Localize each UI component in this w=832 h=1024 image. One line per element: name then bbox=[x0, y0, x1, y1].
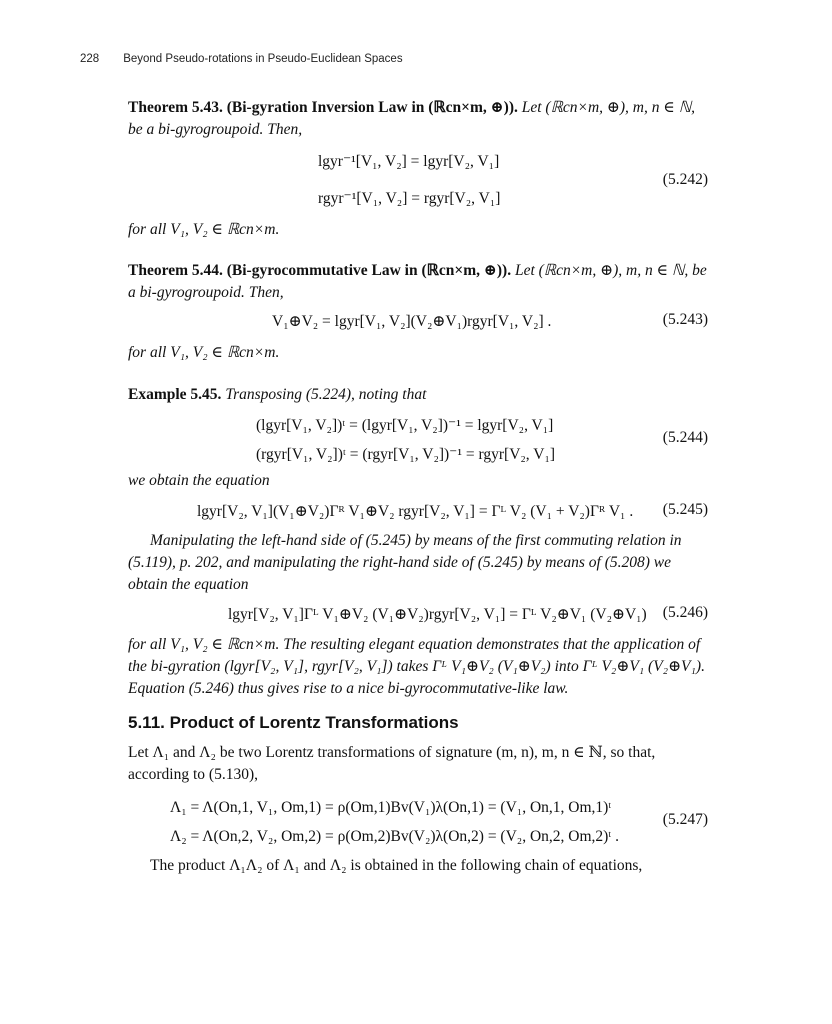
running-title: Beyond Pseudo-rotations in Pseudo-Euclidean Spaces bbox=[123, 53, 403, 65]
example-paragraph: Manipulating the left-hand side of (5.245) by means of the first commuting relation in (5.119), p. 202, and manipulating the right-hand side of (5.245) by means of (5.208) we obtain the equation bbox=[128, 532, 682, 593]
example-paragraph: for all V₁, V₂ ∈ ℝcn×m. The resulting elegant equation demonstrates that the application of the bi-gyration (lgyr[V₂, V₁], rgyr[V₂, V₁]) takes Γᴸ V₁⊕V₂ (V₁⊕V₂) into Γᴸ V₂⊕V₁ (V₂⊕V₁). Equation (5.246) thus gives rise to a nice bi-gyrocommutative-like law. bbox=[128, 636, 705, 697]
equation-5-244a: (lgyr[V₁, V₂])ᵗ = (lgyr[V₁, V₂])⁻¹ = lgyr[V₂, V₁] bbox=[256, 417, 554, 434]
equation-number: (5.244) bbox=[662, 429, 708, 446]
theorem-tail: for all V₁, V₂ ∈ ℝcn×m. bbox=[128, 344, 280, 361]
equation-number: (5.247) bbox=[662, 811, 708, 828]
theorem-5-44 bbox=[128, 260, 708, 304]
equation-number: (5.242) bbox=[662, 171, 708, 188]
equation-number: (5.245) bbox=[662, 501, 708, 518]
equation-5-247a: Λ₁ = Λ(On,1, V₁, Om,1) = ρ(Om,1)Bv(V₁)λ(On,1) = (V₁, On,1, Om,1)ᵗ bbox=[170, 799, 612, 816]
equation-5-246: lgyr[V₂, V₁]Γᴸ V₁⊕V₂ (V₁⊕V₂)rgyr[V₂, V₁] = Γᴸ V₂⊕V₁ (V₂⊕V₁) bbox=[228, 606, 647, 623]
equation-5-242b: rgyr⁻¹[V₁, V₂] = rgyr[V₂, V₁] bbox=[318, 190, 501, 207]
section-heading: 5.11. Product of Lorentz Transformations bbox=[128, 713, 459, 732]
section-text: The product Λ₁Λ₂ of Λ₁ and Λ₂ is obtained in the following chain of equations, bbox=[150, 857, 643, 874]
equation-5-247b: Λ₂ = Λ(On,2, V₂, Om,2) = ρ(Om,2)Bv(V₂)λ(On,2) = (V₂, On,2, Om,2)ᵗ . bbox=[170, 828, 620, 845]
theorem-heading: Theorem 5.43. (Bi-gyration Inversion Law in (ℝcn×m, ⊕)). bbox=[128, 99, 518, 116]
equation-5-245: lgyr[V₂, V₁](V₁⊕V₂)Γᴿ V₁⊕V₂ rgyr[V₂, V₁] = Γᴸ V₂ (V₁ + V₂)Γᴿ V₁ . bbox=[197, 503, 634, 520]
equation-5-242a: lgyr⁻¹[V₁, V₂] = lgyr[V₂, V₁] bbox=[318, 153, 500, 170]
example-text: Transposing (5.224), noting that bbox=[225, 386, 427, 403]
running-header bbox=[80, 53, 403, 65]
equation-5-244b: (rgyr[V₁, V₂])ᵗ = (rgyr[V₁, V₂])⁻¹ = rgyr[V₂, V₁] bbox=[256, 446, 556, 463]
example-5-45 bbox=[128, 384, 708, 406]
equation-number: (5.243) bbox=[662, 311, 708, 328]
example-text: we obtain the equation bbox=[128, 472, 270, 489]
page-number: 228 bbox=[80, 53, 100, 65]
theorem-tail: for all V₁, V₂ ∈ ℝcn×m. bbox=[128, 221, 280, 238]
theorem-5-43 bbox=[128, 97, 708, 141]
theorem-statement: Let (ℝcn×m, ⊕), m, n ∈ ℕ, be a bi-gyrogroupoid. Then, bbox=[128, 99, 696, 138]
theorem-heading: Theorem 5.44. (Bi-gyrocommutative Law in (ℝcn×m, ⊕)). bbox=[128, 262, 512, 279]
section-intro: Let Λ₁ and Λ₂ be two Lorentz transformations of signature (m, n), m, n ∈ ℕ, so that, according to (5.130), bbox=[128, 744, 656, 783]
theorem-statement: Let (ℝcn×m, ⊕), m, n ∈ ℕ, be a bi-gyrogroupoid. Then, bbox=[128, 262, 707, 301]
equation-5-243: V₁⊕V₂ = lgyr[V₁, V₂](V₂⊕V₁)rgyr[V₁, V₂] . bbox=[272, 313, 552, 330]
example-heading: Example 5.45. bbox=[128, 386, 222, 403]
equation-number: (5.246) bbox=[662, 604, 708, 621]
